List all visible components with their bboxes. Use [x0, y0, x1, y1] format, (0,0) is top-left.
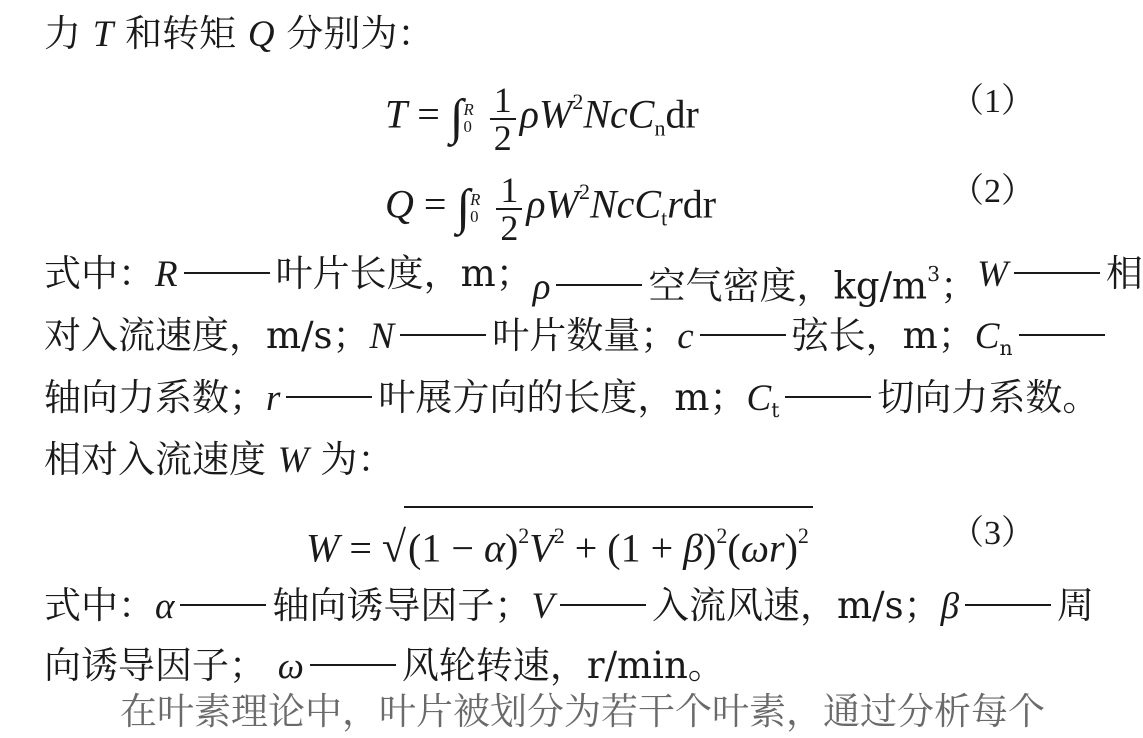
- equation-1: [385, 74, 699, 156]
- text: 周: [1057, 584, 1095, 627]
- definition-rho: [533, 248, 977, 313]
- numerator: 1: [496, 172, 522, 210]
- sqrt-sign: √: [381, 522, 407, 572]
- definition-beta: [941, 580, 1094, 633]
- intro-line: [44, 8, 1035, 61]
- r: r: [768, 525, 785, 571]
- text: 相: [1105, 252, 1143, 295]
- symbol-rho: ρ: [532, 266, 551, 308]
- integral-limits: [470, 189, 481, 226]
- definitions-line-3: [44, 372, 1100, 436]
- symbol-N: N: [369, 316, 395, 357]
- symbol-C: C: [746, 378, 772, 419]
- em-dash: [310, 664, 396, 666]
- em-dash: [1019, 334, 1105, 336]
- N: N: [583, 91, 610, 137]
- lower-limit: 0: [470, 206, 479, 226]
- symbol-T: T: [92, 14, 114, 55]
- definition-alpha: [155, 580, 531, 633]
- em-dash: [286, 396, 372, 398]
- em-dash: [184, 272, 270, 274]
- eq-lhs: Q: [385, 181, 414, 227]
- text: 对入流速度，m/s；: [44, 314, 370, 357]
- equation-3: [306, 506, 813, 577]
- definitions-line-4: [44, 580, 1095, 633]
- exponent: 2: [716, 523, 728, 548]
- text: 空气密度，kg/m: [648, 264, 928, 308]
- radicand: $(1 - \alpha)^2V^2 + (1 + \beta)^2(\omega r)^2$: [404, 506, 813, 577]
- symbol-beta: β: [940, 586, 960, 627]
- lower-limit: 0: [463, 116, 472, 136]
- equation-number: （3）: [950, 515, 1035, 552]
- symbol-omega: ω: [277, 646, 304, 687]
- definitions-line-2: [44, 310, 1035, 374]
- text: 切向力系数。: [877, 376, 1100, 419]
- text: 分别为：: [286, 12, 435, 55]
- symbol-W: W: [277, 440, 309, 481]
- definition-c: [677, 310, 975, 374]
- definition-Ct: [747, 372, 1100, 436]
- em-dash: [180, 604, 266, 606]
- definition-Cn: [975, 310, 1111, 374]
- plus: +: [574, 525, 598, 571]
- definition-R: [155, 248, 533, 313]
- equation-number: （1）: [950, 83, 1035, 120]
- alpha: α: [483, 525, 505, 571]
- em-dash: [556, 284, 642, 286]
- text: 为：: [320, 438, 395, 481]
- integral-sign: ∫: [456, 178, 471, 235]
- eq-sign: =: [423, 181, 447, 227]
- fraction: [496, 169, 522, 248]
- em-dash: [700, 334, 786, 336]
- em-dash: [785, 396, 871, 398]
- eq-lhs: W: [306, 525, 340, 571]
- fraction: [490, 79, 516, 158]
- em-dash: [400, 334, 486, 336]
- subscript: n: [999, 336, 1013, 361]
- text: 和转矩: [125, 12, 237, 55]
- omega: ω: [740, 525, 769, 571]
- one: 1: [620, 525, 641, 571]
- definitions-line-1: [44, 248, 1143, 313]
- equation-number: （2）: [950, 173, 1035, 210]
- equation-2: [385, 164, 716, 246]
- text: 相对入流速度: [44, 438, 266, 481]
- w-intro-line: [44, 434, 1035, 487]
- symbol-V: V: [531, 586, 555, 627]
- definition-V: [531, 580, 940, 633]
- W: W: [538, 91, 573, 137]
- upper-limit: R: [470, 189, 481, 209]
- r: r: [667, 181, 683, 227]
- exponent: 2: [518, 523, 530, 548]
- V: V: [529, 525, 554, 571]
- symbol-r: r: [266, 378, 281, 419]
- subscript: t: [771, 398, 780, 423]
- text: 式中：: [44, 252, 155, 295]
- rho: ρ: [526, 181, 546, 227]
- one: 1: [421, 525, 442, 571]
- symbol-W: W: [977, 254, 1008, 295]
- cut-off-line: 在叶素理论中，叶片被划分为若干个叶素，通过分析每个: [120, 690, 1045, 733]
- C: C: [634, 181, 662, 227]
- em-dash: [965, 604, 1051, 606]
- exponent: 2: [553, 523, 565, 548]
- N: N: [589, 181, 617, 227]
- definition-r: [266, 372, 747, 436]
- C: C: [627, 91, 655, 137]
- integral-sign: ∫: [449, 88, 464, 145]
- text: 式中：: [44, 584, 155, 627]
- subscript: n: [654, 115, 666, 141]
- symbol-alpha: α: [155, 586, 175, 627]
- text: 叶展方向的长度，m；: [378, 376, 747, 419]
- exponent: 2: [572, 89, 584, 114]
- definition-N: [370, 310, 678, 374]
- text: 向诱导因子；: [44, 644, 266, 687]
- c: c: [616, 181, 635, 227]
- plus: +: [650, 525, 674, 571]
- eq-lhs: T: [385, 91, 408, 137]
- integral-limits: [463, 99, 474, 136]
- text: ；: [940, 264, 978, 308]
- denominator: 2: [493, 117, 512, 158]
- text: 轴向力系数；: [44, 376, 266, 419]
- text: 风轮转速，r/min。: [401, 644, 725, 687]
- text: 轴向诱导因子；: [272, 584, 532, 627]
- dr: dr: [665, 91, 699, 137]
- eq-sign: =: [417, 91, 440, 137]
- em-dash: [1014, 272, 1100, 274]
- definition-W: [977, 248, 1143, 313]
- eq-sign: =: [349, 525, 372, 571]
- beta: β: [683, 525, 704, 571]
- symbol-Q: Q: [247, 14, 275, 55]
- exponent: 3: [927, 262, 941, 286]
- rho: ρ: [519, 91, 539, 137]
- upper-limit: R: [463, 99, 474, 119]
- dr: dr: [682, 181, 717, 227]
- minus: −: [451, 525, 474, 571]
- symbol-R: R: [155, 254, 178, 295]
- c: c: [610, 91, 628, 137]
- subscript: t: [661, 205, 668, 231]
- em-dash: [560, 604, 646, 606]
- text: 叶片数量；: [492, 314, 678, 357]
- exponent: 2: [578, 179, 590, 204]
- symbol-C: C: [974, 316, 1000, 357]
- W: W: [545, 181, 579, 227]
- exponent: 2: [797, 523, 809, 548]
- symbol-c: c: [677, 316, 694, 357]
- text: 入流风速，m/s；: [652, 584, 941, 627]
- text: 弦长，m；: [791, 314, 975, 357]
- denominator: 2: [500, 207, 519, 248]
- text: 力: [44, 12, 81, 55]
- text: 叶片长度，m；: [275, 252, 533, 295]
- numerator: 1: [490, 82, 516, 120]
